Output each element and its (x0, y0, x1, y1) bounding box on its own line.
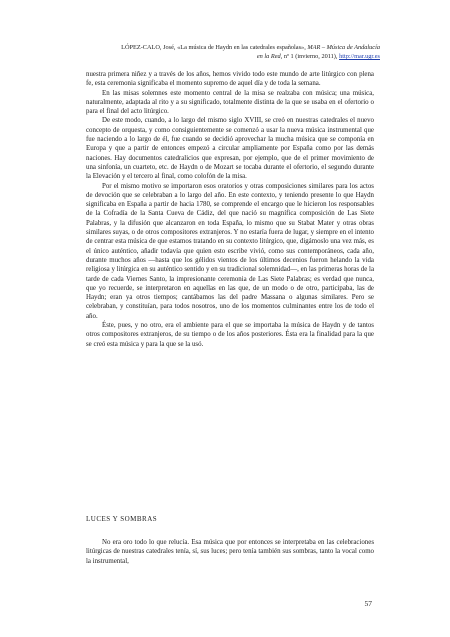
paragraph-4: Por el mismo motivo se importaron esos oratorios y otras composiciones similares para los actos de devoción que se celebraban a lo largo del año. En este contexto, y teniendo presente lo que Haydn significaba en España a partir de hacia 1780, se comprende el encargo que le hicieron los responsables de la Cofradía de la Santa Cueva de Cádiz, del que nació su magnífica composición de Las Siete Palabras, y la difusión que alcanzaron en toda España, lo mismo que su Stabat Mater y otras obras similares suyas, o de otros compositores extranjeros. Y no estaría fuera de lugar, y siempre en el intento de centrar esta música de que estamos tratando en su contexto litúrgico, que, digámoslo una vez más, es el único auténtico, añadir todavía que quien esto escribe vivió, como sus contemporáneos, cada año, durante muchos años —hasta que los gélidos vientos de los últimos decenios fueron helando la vida religiosa y litúrgica en su auténtico sentido y en su tradicional solemnidad—, en las primeras horas de la tarde de cada Viernes Santo, la impresionante ceremonia de Las Siete Palabras; es verdad que nunca, que yo recuerde, se interpretaron en aquellas en las que, de un modo o de otro, participaba, las de Haydn; eran ya otros tiempos; cantábamos las del padre Massana o algunas similares. Pero se celebraban, y constituían, para todos nosotros, uno de los momentos culminantes entre los de todo el año. (86, 182, 374, 320)
header-journal: MAR – Música de Andalucía (307, 44, 380, 51)
header-article-title: «La música de Haydn en las catedrales españolas», (175, 44, 308, 51)
running-header (70, 43, 380, 61)
section-body (86, 538, 374, 566)
header-line-1 (70, 43, 380, 52)
header-link[interactable]: http://mar.ugr.es (339, 53, 380, 60)
header-prefix: en la Red (256, 53, 281, 60)
paragraph-3: De este modo, cuando, a lo largo del mismo siglo XVIII, se creó en nuestras catedrales el nuevo concepto de orquesta, y como consiguientemente se comenzó a usar la nueva música instrumental que fue naciendo a lo largo de él, fue cuando se decidió aprovechar la mucha música que se componía en Europa y que a partir de entonces empezó a circular ampliamente por España como por las demás naciones. Hay documentos catedralicios que expresan, por ejemplo, que de el primer movimiento de una sinfonía, un cuarteto, etc. de Haydn o de Mozart se tocaba durante el ofertorio, el segundo durante la Elevación y el tercero al final, como colofón de la misa. (86, 117, 374, 181)
header-author: LÓPEZ-CALO, José, (121, 44, 176, 51)
paragraph-1: nuestra primera niñez y a través de los años, hemos vivido todo este mundo de arte litúrgico con plena fe, esta ceremonia significaba el momento supremo de aquel día y de toda la semana. (86, 71, 374, 88)
header-issue: , nº 1 (invierno, 2011), (280, 53, 340, 60)
body-text (86, 70, 374, 349)
paragraph-2: En las misas solemnes este momento central de la misa se realzaba con música; una música, naturalmente, adaptada al rito y a su significado, totalmente distinta de la que se usaba en el ofertorio o para el final del acto litúrgico. (86, 89, 374, 116)
section-heading: LUCES Y SOMBRAS (86, 515, 158, 523)
section-paragraph-1: No era oro todo lo que relucía. Esa música que por entonces se interpretaba en las celebraciones litúrgicas de nuestras catedrales tenía, sí, sus luces; pero tenía también sus sombras, tanto la vocal como la instrumental, (86, 539, 374, 565)
paragraph-5: Éste, pues, y no otro, era el ambiente para el que se importaba la música de Haydn y de tantos otros compositores extranjeros, de su tiempo o de los años posteriores. Ésta era la finalidad para la que se creó esta música y para la que se la usó. (86, 322, 374, 348)
page-number: 57 (364, 599, 372, 608)
header-line-2 (70, 52, 380, 61)
